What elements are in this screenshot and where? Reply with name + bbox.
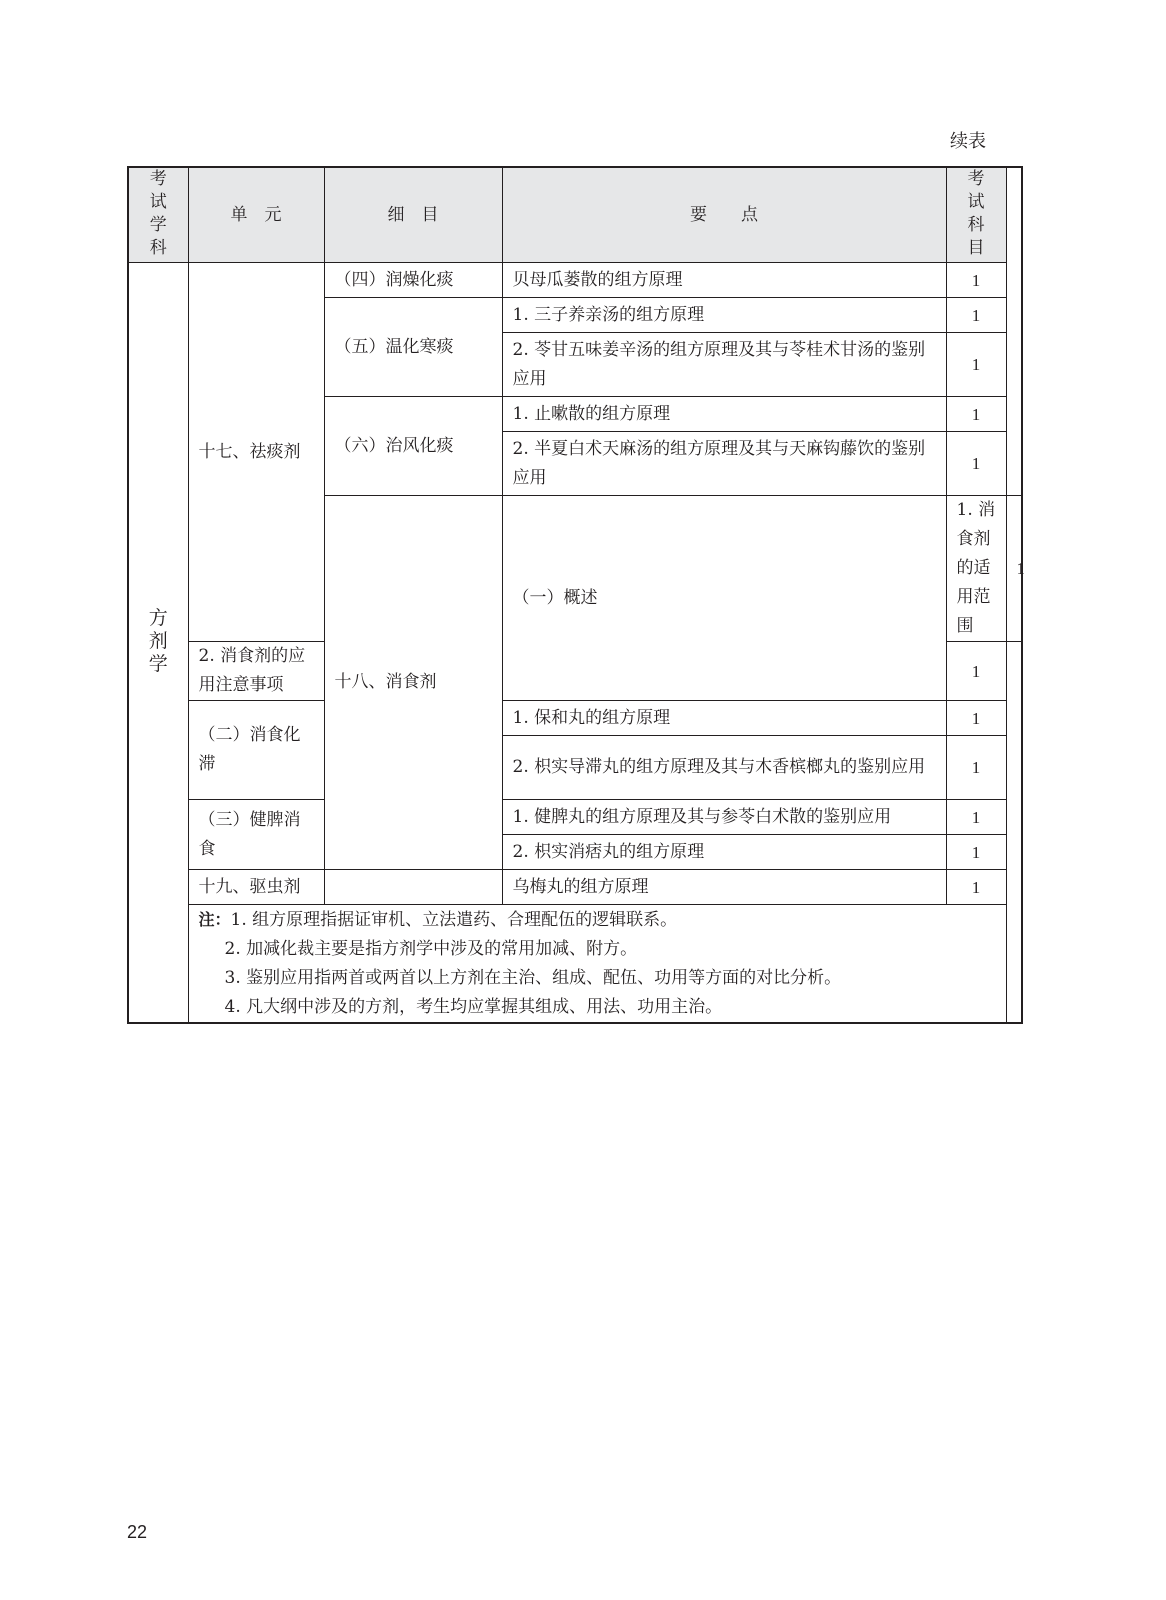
- header-exam: 考试科目: [946, 167, 1006, 263]
- page-number: 22: [127, 1522, 148, 1542]
- table-row: [128, 870, 1022, 905]
- point-cell: 乌梅丸的组方原理: [502, 870, 946, 905]
- score-cell: 1: [946, 642, 1006, 701]
- score-cell: 1: [1006, 496, 1022, 642]
- detail-cell: [324, 870, 502, 905]
- continued-label: 续表: [950, 131, 986, 152]
- note-line-1: 注：1. 组方原理指据证审机、立法遣药、合理配伍的逻辑联系。: [198, 910, 678, 930]
- subject-cell: 方剂学: [128, 263, 188, 1024]
- table-header-row: [128, 167, 1022, 263]
- point-cell: 1. 健脾丸的组方原理及其与参苓白术散的鉴别应用: [502, 800, 946, 835]
- table-row: [128, 800, 1022, 835]
- detail-cell: （六）治风化痰: [324, 397, 502, 496]
- score-cell: 1: [946, 298, 1006, 333]
- header-point: 要 点: [502, 167, 946, 263]
- header-subject: 考试学科: [128, 167, 188, 263]
- detail-cell: （二）消食化滞: [188, 701, 324, 800]
- header-detail: 细 目: [324, 167, 502, 263]
- detail-cell: （一）概述: [502, 496, 946, 701]
- point-cell: 1. 消食剂的适用范围: [946, 496, 1006, 642]
- score-cell: 1: [946, 835, 1006, 870]
- score-cell: 1: [946, 263, 1006, 298]
- point-cell: 1. 止嗽散的组方原理: [502, 397, 946, 432]
- score-cell: 1: [946, 701, 1006, 736]
- score-cell: 1: [946, 800, 1006, 835]
- point-cell: 2. 枳实消痞丸的组方原理: [502, 835, 946, 870]
- unit-cell: 十八、消食剂: [324, 496, 502, 870]
- unit-cell: 十九、驱虫剂: [188, 870, 324, 905]
- notes-cell: [188, 905, 1006, 1024]
- score-cell: 1: [946, 432, 1006, 496]
- syllabus-table: [127, 166, 1023, 1024]
- point-cell: 2. 半夏白术天麻汤的组方原理及其与天麻钩藤饮的鉴别应用: [502, 432, 946, 496]
- note-prefix: 注：: [198, 910, 231, 929]
- note-line-2: 2. 加减化裁主要是指方剂学中涉及的常用加减、附方。: [224, 939, 638, 959]
- detail-cell: （三）健脾消食: [188, 800, 324, 870]
- header-unit: 单 元: [188, 167, 324, 263]
- point-cell: 1. 保和丸的组方原理: [502, 701, 946, 736]
- detail-cell: （五）温化寒痰: [324, 298, 502, 397]
- point-cell: 2. 苓甘五味姜辛汤的组方原理及其与苓桂术甘汤的鉴别应用: [502, 333, 946, 397]
- point-cell: 1. 三子养亲汤的组方原理: [502, 298, 946, 333]
- point-cell: 贝母瓜蒌散的组方原理: [502, 263, 946, 298]
- unit-cell: 十七、祛痰剂: [188, 263, 324, 642]
- detail-cell: （四）润燥化痰: [324, 263, 502, 298]
- notes-row: [128, 905, 1022, 1024]
- score-cell: 1: [946, 736, 1006, 800]
- table-row: [128, 701, 1022, 736]
- score-cell: 1: [946, 870, 1006, 905]
- note-line-3: 3. 鉴别应用指两首或两首以上方剂在主治、组成、配伍、功用等方面的对比分析。: [224, 968, 842, 988]
- point-cell: 2. 枳实导滞丸的组方原理及其与木香槟榔丸的鉴别应用: [502, 736, 946, 800]
- score-cell: 1: [946, 333, 1006, 397]
- point-cell: 2. 消食剂的应用注意事项: [188, 642, 324, 701]
- score-cell: 1: [946, 397, 1006, 432]
- note-line-4: 4. 凡大纲中涉及的方剂，考生均应掌握其组成、用法、功用主治。: [224, 997, 723, 1017]
- table-row: [128, 263, 1022, 298]
